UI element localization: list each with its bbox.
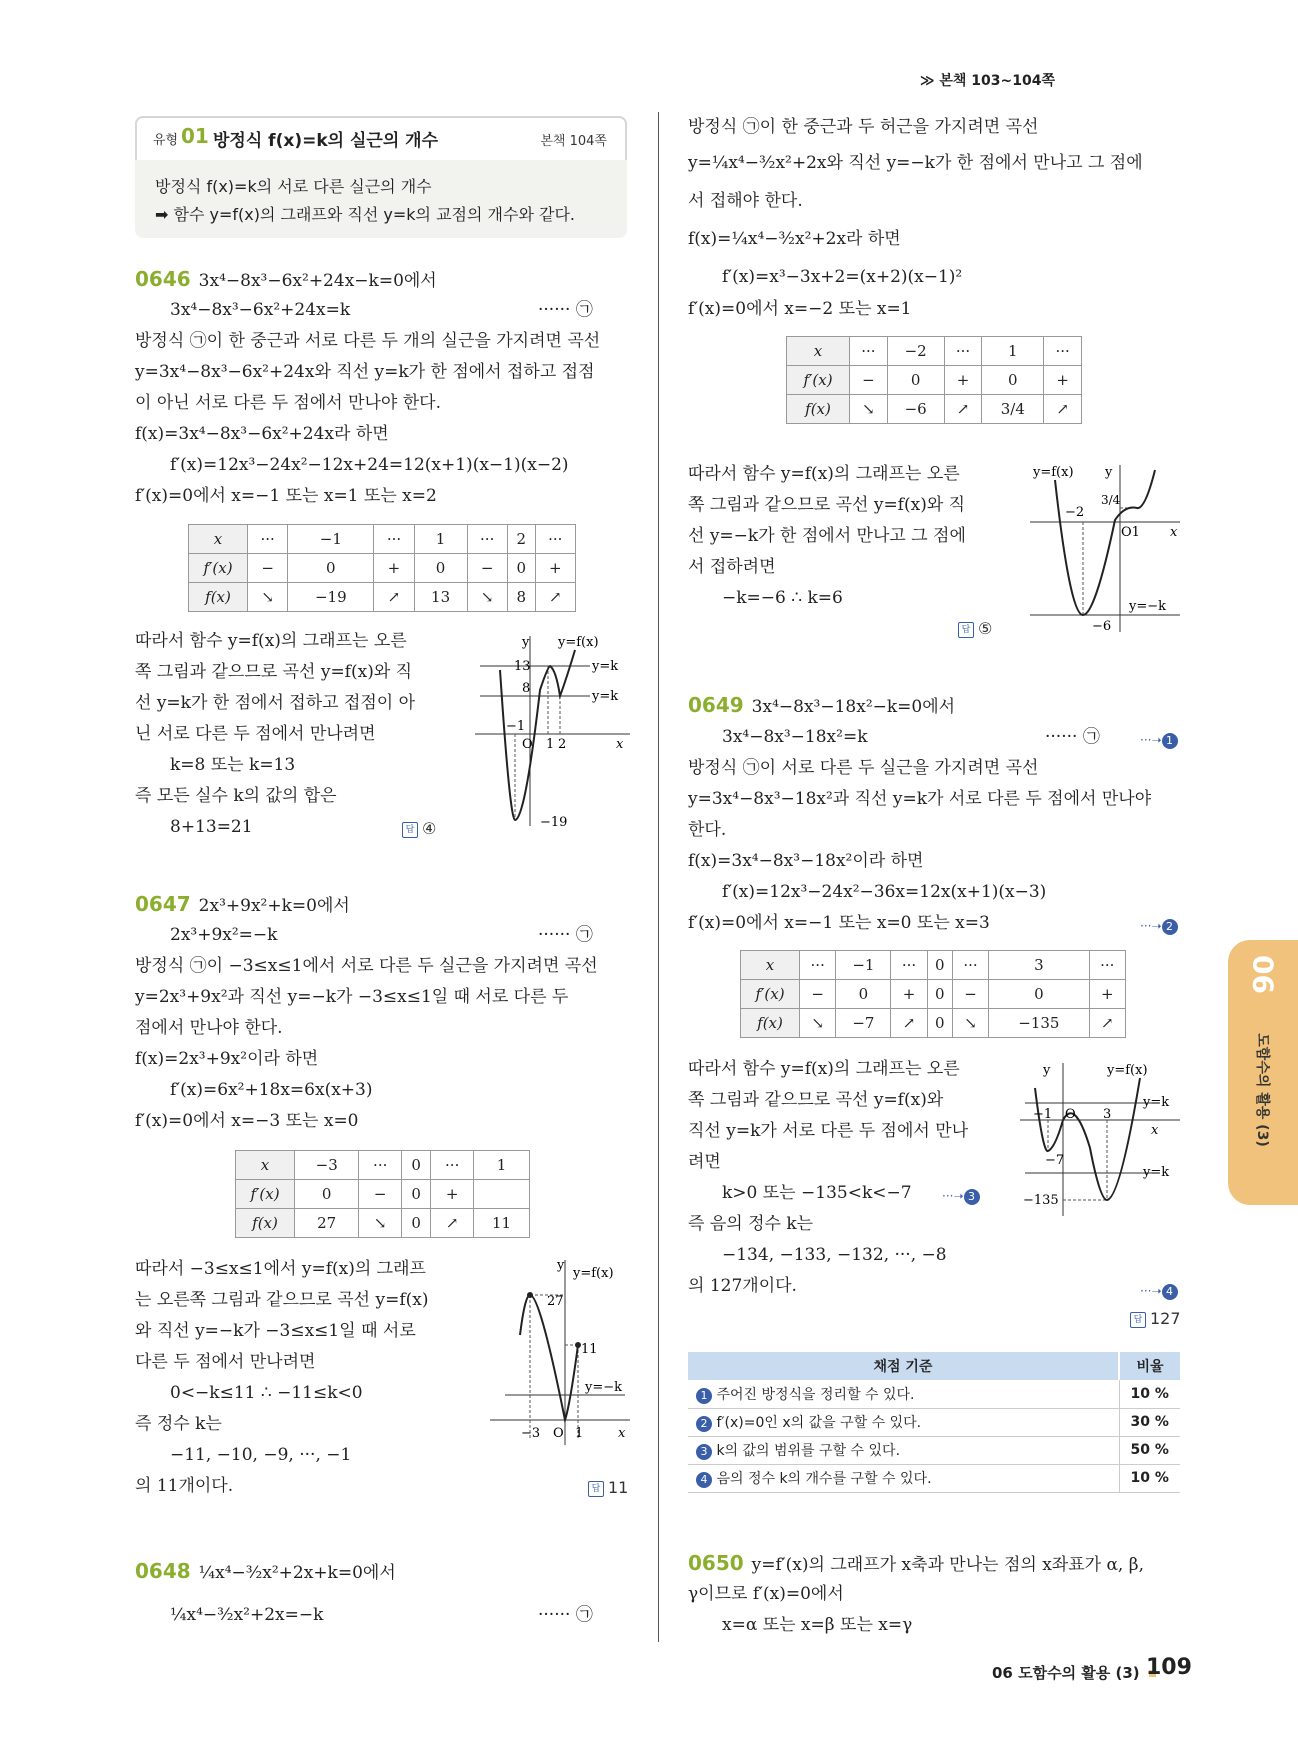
- table-cell: ···: [952, 951, 988, 980]
- table-cell: ···: [944, 337, 982, 366]
- table-cell: +: [891, 980, 927, 1009]
- table-cell: ···: [891, 951, 927, 980]
- table-cell: f′(x): [189, 554, 248, 583]
- table-cell: −: [467, 554, 507, 583]
- table-row: [236, 1209, 530, 1238]
- scoring-criterion: k의 값의 범위를 구할 수 있다.: [712, 1443, 901, 1459]
- table-cell: f(x): [787, 395, 850, 424]
- type-description: 방정식 f(x)=k의 서로 다른 실근의 개수 ➡ 함수 y=f(x)의 그래프와 직선 y=k의 교점의 개수와 같다.: [135, 160, 627, 238]
- graph-label: 3: [1103, 1107, 1112, 1122]
- graph-label: 11: [581, 1342, 598, 1357]
- step-badge: 1: [696, 1388, 712, 1404]
- graph-label: −1: [1033, 1107, 1053, 1122]
- answer-icon: 답: [958, 622, 974, 638]
- table-cell: f(x): [236, 1209, 295, 1238]
- step-marker: ···➝ 3: [942, 1185, 980, 1205]
- table-cell: ↘: [850, 395, 888, 424]
- graph-label: O: [1065, 1107, 1076, 1122]
- answer-0647: 답 11: [588, 1477, 628, 1499]
- graph-label: 13: [514, 659, 531, 674]
- table-cell: 0: [887, 366, 944, 395]
- answer-icon: 답: [402, 822, 418, 838]
- graph-label: −1: [506, 719, 526, 734]
- table-cell: ···: [800, 951, 836, 980]
- graph-label: y=f(x): [1033, 465, 1074, 480]
- page-number: 109: [1146, 1655, 1192, 1680]
- table-cell: ↘: [800, 1009, 836, 1038]
- graph-label: x: [618, 1426, 626, 1441]
- variation-table-0646: [188, 524, 576, 612]
- footer-chapter: 06 도함수의 활용 (3): [992, 1662, 1160, 1683]
- variation-table-0647: [235, 1150, 530, 1238]
- scoring-ratio: 50 %: [1130, 1442, 1169, 1458]
- table-cell: −2: [887, 337, 944, 366]
- table-cell: 3: [989, 951, 1089, 980]
- table-cell: 0: [927, 951, 952, 980]
- table-cell: ···: [359, 1151, 402, 1180]
- table-cell: +: [1044, 366, 1082, 395]
- table-cell: −: [952, 980, 988, 1009]
- table-cell: f′(x): [741, 980, 800, 1009]
- table-row: [189, 583, 576, 612]
- table-cell: ↘: [359, 1209, 402, 1238]
- graph-label: −6: [1092, 619, 1112, 634]
- scoring-criterion: f′(x)=0인 x의 값을 구할 수 있다.: [712, 1415, 922, 1431]
- graph-label: 2: [558, 737, 567, 752]
- table-row: [236, 1151, 530, 1180]
- answer-icon: 답: [588, 1481, 604, 1497]
- table-cell: 0: [402, 1209, 431, 1238]
- graph-label: y=k: [1143, 1165, 1170, 1180]
- table-cell: +: [1089, 980, 1125, 1009]
- table-cell: ···: [374, 525, 414, 554]
- type-badge-num: 01: [181, 124, 209, 148]
- variation-table-0648: [786, 336, 1082, 424]
- table-cell: 0: [288, 554, 374, 583]
- graph-label: −7: [1045, 1153, 1065, 1168]
- table-cell: 0: [836, 980, 891, 1009]
- graph-label: O: [522, 737, 533, 752]
- table-row: [189, 554, 576, 583]
- chapter-side-tab: 06 도함수의 활용 (3): [1228, 940, 1298, 1205]
- step-badge: 2: [696, 1416, 712, 1432]
- graph-label: O: [553, 1426, 564, 1441]
- table-cell: 1: [982, 337, 1044, 366]
- graph-label: y=f(x): [1107, 1063, 1148, 1078]
- table-cell: 0: [507, 554, 535, 583]
- answer-0646: 답 ④: [402, 818, 436, 840]
- table-cell: ···: [850, 337, 888, 366]
- scoring-criterion: 음의 정수 k의 개수를 구할 수 있다.: [712, 1471, 932, 1487]
- graph-label: −2: [1065, 505, 1085, 520]
- table-cell: ···: [1044, 337, 1082, 366]
- table-cell: +: [944, 366, 982, 395]
- table-cell: 8: [507, 583, 535, 612]
- table-cell: ↗: [944, 395, 982, 424]
- step-badge: 4: [696, 1472, 712, 1488]
- step-marker: ···➝ 1: [1140, 729, 1178, 749]
- table-cell: 1: [474, 1151, 530, 1180]
- scoring-ratio: 10 %: [1130, 1385, 1169, 1402]
- scoring-ratio: 10 %: [1130, 1470, 1169, 1486]
- problem-0649: 0649 3x⁴−8x³−18x²−k=0에서: [688, 693, 956, 717]
- table-cell: 0: [927, 1009, 952, 1038]
- table-cell: ↗: [891, 1009, 927, 1038]
- graph-label: y: [522, 635, 530, 650]
- graph-0647: [485, 1255, 635, 1450]
- table-cell: x: [236, 1151, 295, 1180]
- table-cell: −: [800, 980, 836, 1009]
- graph-label: O1: [1121, 525, 1140, 540]
- table-cell: −: [359, 1180, 402, 1209]
- graph-label: y=−k: [1129, 599, 1167, 614]
- graph-label: y=−k: [585, 1380, 623, 1395]
- table-cell: f(x): [189, 583, 248, 612]
- table-cell: f′(x): [787, 366, 850, 395]
- table-cell: ···: [467, 525, 507, 554]
- table-cell: ↗: [1089, 1009, 1125, 1038]
- graph-label: 1: [575, 1426, 584, 1441]
- table-cell: −1: [836, 951, 891, 980]
- column-divider: [658, 112, 659, 1642]
- table-cell: 0: [927, 980, 952, 1009]
- table-cell: 0: [402, 1180, 431, 1209]
- table-cell: +: [374, 554, 414, 583]
- table-cell: −7: [836, 1009, 891, 1038]
- variation-table-0649: [740, 950, 1126, 1038]
- graph-label: 1: [546, 737, 555, 752]
- graph-0648: [1025, 460, 1185, 635]
- graph-label: y: [557, 1258, 565, 1273]
- graph-label: y=k: [1143, 1095, 1170, 1110]
- problem-0647: 0647 2x³+9x²+k=0에서: [135, 892, 350, 916]
- table-cell: x: [741, 951, 800, 980]
- scoring-row: [688, 1408, 1180, 1436]
- table-cell: ↗: [374, 583, 414, 612]
- table-cell: ···: [248, 525, 288, 554]
- graph-label: y: [1043, 1063, 1051, 1078]
- graph-label: y=f(x): [573, 1266, 614, 1281]
- table-cell: 0: [402, 1151, 431, 1180]
- table-row: [741, 980, 1126, 1009]
- graph-label: 3/4: [1101, 493, 1121, 507]
- table-cell: −19: [288, 583, 374, 612]
- table-cell: −3: [295, 1151, 359, 1180]
- table-cell: 0: [414, 554, 467, 583]
- type-title: 방정식 f(x)=k의 실근의 개수: [213, 131, 439, 151]
- table-cell: 13: [414, 583, 467, 612]
- table-cell: 0: [982, 366, 1044, 395]
- graph-label: y: [1105, 465, 1113, 480]
- answer-0649: 답 127: [1130, 1308, 1181, 1330]
- table-cell: 11: [474, 1209, 530, 1238]
- table-cell: −1: [288, 525, 374, 554]
- table-row: [741, 951, 1126, 980]
- graph-label: −3: [521, 1426, 541, 1441]
- answer-icon: 답: [1130, 1312, 1146, 1328]
- table-cell: 27: [295, 1209, 359, 1238]
- table-cell: ↗: [1044, 395, 1082, 424]
- table-cell: −135: [989, 1009, 1089, 1038]
- header-ref: ≫ 본책 103~104쪽: [919, 73, 1055, 89]
- graph-label: y=k: [592, 659, 619, 674]
- problem-0650: 0650 y=f′(x)의 그래프가 x축과 만나는 점의 x좌표가 α, β,: [688, 1551, 1144, 1575]
- table-cell: 2: [507, 525, 535, 554]
- table-row: [741, 1009, 1126, 1038]
- table-row: [787, 366, 1082, 395]
- table-cell: ···: [535, 525, 575, 554]
- step-badge: 3: [696, 1444, 712, 1460]
- graph-label: x: [1151, 1123, 1159, 1138]
- type-header: 유형 01 방정식 f(x)=k의 실근의 개수 본책 104쪽: [135, 116, 627, 160]
- table-cell: ↘: [467, 583, 507, 612]
- problem-0646: 0646 3x⁴−8x³−6x²+24x−k=0에서: [135, 267, 437, 291]
- graph-label: x: [616, 737, 624, 752]
- table-cell: ↗: [535, 583, 575, 612]
- problem-0648: 0648 ¼x⁴−³⁄₂x²+2x+k=0에서: [135, 1559, 396, 1583]
- graph-label: 8: [522, 681, 531, 696]
- table-cell: +: [535, 554, 575, 583]
- table-cell: 0: [295, 1180, 359, 1209]
- graph-label: 27: [547, 1294, 564, 1309]
- table-cell: ↗: [431, 1209, 474, 1238]
- table-cell: ···: [431, 1151, 474, 1180]
- table-row: [787, 395, 1082, 424]
- table-row: [189, 525, 576, 554]
- graph-label: −135: [1023, 1193, 1059, 1208]
- answer-0648: 답 ⑤: [958, 618, 992, 640]
- step-marker: ···➝ 2: [1140, 915, 1178, 935]
- type-ref: 본책 104쪽: [540, 134, 607, 149]
- scoring-row: [688, 1380, 1180, 1408]
- scoring-table: 채점 기준 비율 1 주어진 방정식을 정리할 수 있다. 10 % 2 f′(x)=0인 x의 값을 구할 수 있다. 30 % 3 k의 값의 범위를 구할 수 있다. 50 % 4 음의 정수 k의 개수를 구할 수 있다. 10 %: [688, 1352, 1180, 1493]
- scoring-ratio: 30 %: [1130, 1414, 1169, 1430]
- scoring-row: [688, 1464, 1180, 1492]
- graph-0649: [1015, 1058, 1185, 1218]
- graph-label: −19: [540, 815, 568, 830]
- graph-label: x: [1170, 525, 1178, 540]
- table-cell: x: [787, 337, 850, 366]
- step-marker: ···➝ 4: [1140, 1280, 1178, 1300]
- graph-0646: [470, 630, 635, 830]
- table-cell: −: [850, 366, 888, 395]
- table-cell: ↘: [248, 583, 288, 612]
- scoring-criterion: 주어진 방정식을 정리할 수 있다.: [712, 1386, 915, 1403]
- graph-label: y=f(x): [558, 635, 599, 650]
- table-cell: 3/4: [982, 395, 1044, 424]
- table-cell: 1: [414, 525, 467, 554]
- table-cell: f′(x): [236, 1180, 295, 1209]
- table-cell: ···: [1089, 951, 1125, 980]
- table-cell: f(x): [741, 1009, 800, 1038]
- table-cell: [474, 1180, 530, 1209]
- scoring-row: [688, 1436, 1180, 1464]
- table-cell: 0: [989, 980, 1089, 1009]
- table-cell: +: [431, 1180, 474, 1209]
- table-cell: −: [248, 554, 288, 583]
- table-row: [236, 1180, 530, 1209]
- table-cell: ↘: [952, 1009, 988, 1038]
- table-row: [787, 337, 1082, 366]
- graph-label: y=k: [592, 689, 619, 704]
- table-cell: −6: [887, 395, 944, 424]
- table-cell: x: [189, 525, 248, 554]
